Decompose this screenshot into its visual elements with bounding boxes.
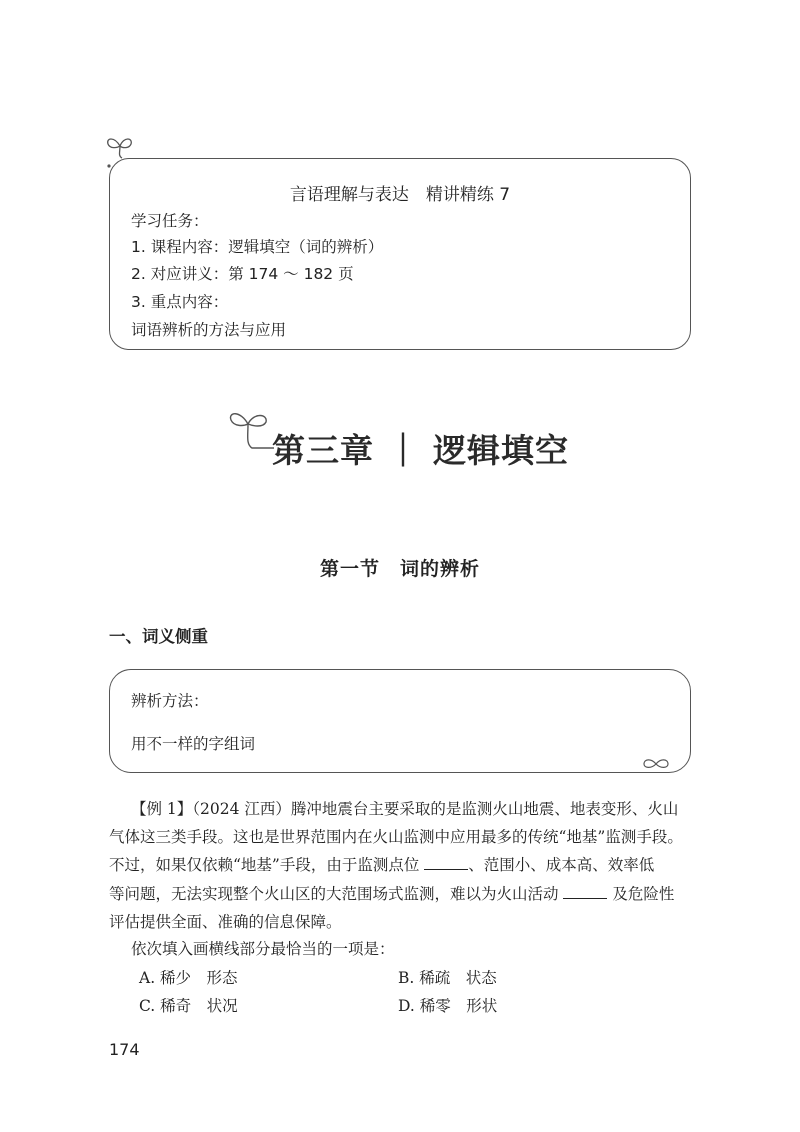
method-box xyxy=(109,669,691,773)
example-source: （2024 江西） xyxy=(192,800,291,818)
blank-2 xyxy=(563,884,607,899)
example-tag: 【例 1】 xyxy=(131,800,193,818)
task-focus-text: 词语辨析的方法与应用 xyxy=(131,321,287,339)
example-text-3b: 、范围小、成本高、效率低 xyxy=(468,856,655,874)
method-label: 辨析方法： xyxy=(131,692,209,710)
section-title: 第一节 词的辨析 xyxy=(319,558,480,580)
task-heading: 学习任务： xyxy=(131,212,209,230)
task-item-course: 1. 课程内容：逻辑填空（词的辨析） xyxy=(131,238,384,256)
option-b: B. 稀疏 状态 xyxy=(398,969,497,987)
subheading: 一、词义侧重 xyxy=(109,627,208,646)
example-text-4a: 等问题，无法实现整个火山区的大范围场式监测，难以为火山活动 xyxy=(109,885,559,903)
chapter-sprout-icon xyxy=(226,406,276,466)
example-text-1: 腾冲地震台主要采取的是监测火山地震、地表变形、火山 xyxy=(290,800,679,818)
example-text-4b: 及危险性 xyxy=(612,885,675,903)
example-line-2: 气体这三类手段。这也是世界范围内在火山监测中应用最多的传统“地基”监测手段。 xyxy=(109,828,683,846)
option-c: C. 稀奇 状况 xyxy=(139,997,238,1015)
method-text: 用不一样的字组词 xyxy=(131,735,256,753)
option-a: A. 稀少 形态 xyxy=(139,969,238,987)
option-d: D. 稀零 形状 xyxy=(398,997,498,1015)
task-item-pages: 2. 对应讲义：第 174 ～ 182 页 xyxy=(131,265,354,283)
blank-1 xyxy=(424,855,468,870)
example-line-1 xyxy=(131,797,713,819)
box-title: 言语理解与表达 精讲精练 7 xyxy=(289,185,511,205)
example-line-3 xyxy=(109,853,691,875)
question-prompt: 依次填入画横线部分最恰当的一项是： xyxy=(131,940,395,958)
example-line-5: 评估提供全面、准确的信息保障。 xyxy=(109,913,342,931)
example-text-3a: 不过，如果仅依赖“地基”手段，由于监测点位 xyxy=(109,856,420,874)
leaf-icon xyxy=(642,756,670,772)
chapter-title: 第三章 ｜ 逻辑填空 xyxy=(272,431,569,470)
page-number: 174 xyxy=(109,1040,140,1059)
task-item-focus: 3. 重点内容： xyxy=(131,293,229,311)
example-line-4 xyxy=(109,882,691,904)
